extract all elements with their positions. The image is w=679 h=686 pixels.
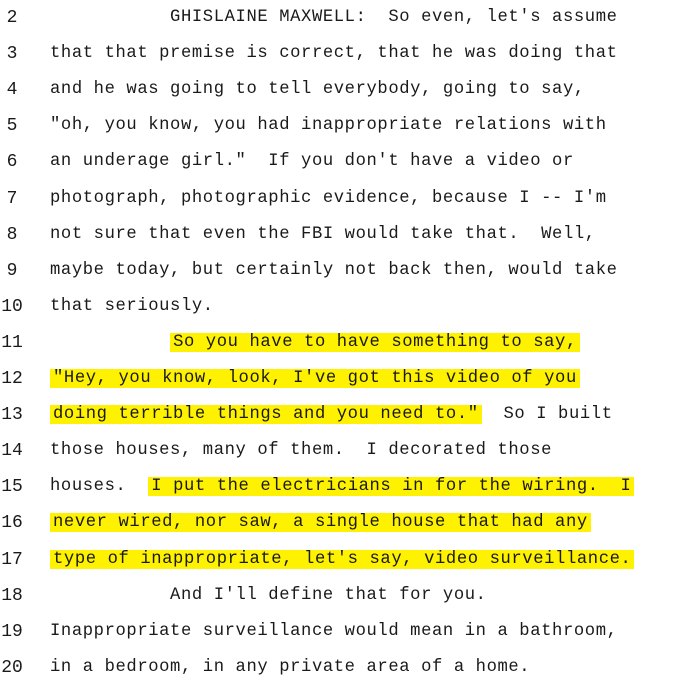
transcript-line [0, 325, 679, 361]
transcript-line [0, 614, 679, 650]
plain-text: maybe today, but certainly not back then, would take [50, 260, 618, 280]
line-text [50, 367, 580, 391]
transcript-line [0, 397, 679, 433]
line-number: 8 [6, 224, 18, 245]
plain-text: and he was going to tell everybody, going to say, [50, 80, 585, 100]
transcript-line [0, 253, 679, 289]
line-text [50, 42, 618, 66]
plain-text: So I built [481, 405, 613, 425]
transcript-line [0, 144, 679, 180]
plain-text [50, 333, 170, 352]
line-number: 10 [1, 296, 23, 317]
line-text [50, 295, 214, 319]
line-number: 4 [6, 80, 18, 101]
highlighted-text: type of inappropriate, let's say, video surveillance. [50, 550, 634, 569]
plain-text: that that premise is correct, that he was doing that [50, 44, 618, 64]
line-number: 19 [1, 621, 23, 642]
line-text [50, 475, 634, 499]
line-number: 12 [1, 369, 23, 389]
plain-text: houses. [50, 477, 149, 497]
line-number: 5 [6, 116, 18, 137]
line-text [50, 6, 618, 30]
plain-text: not sure that even the FBI would take that. Well, [50, 224, 596, 244]
plain-text: photograph, photographic evidence, because I -- I'm [50, 188, 607, 208]
line-text [50, 223, 596, 247]
transcript-line [0, 217, 679, 253]
line-text [50, 78, 585, 102]
line-number: 18 [1, 585, 23, 606]
line-text [50, 114, 607, 138]
line-number: 16 [1, 513, 23, 534]
line-text [50, 259, 618, 283]
transcript-line [0, 542, 679, 578]
transcript-line [0, 36, 679, 72]
transcript-line [0, 578, 679, 614]
plain-text: "oh, you know, you had inappropriate relations with [50, 116, 607, 136]
transcript-line [0, 72, 679, 108]
line-text [50, 511, 591, 535]
transcript-line [0, 469, 679, 505]
highlighted-text: "Hey, you know, look, I've got this video of you [50, 369, 580, 388]
line-text [50, 548, 634, 572]
plain-text: And I'll define that for you. [50, 585, 487, 605]
plain-text: Inappropriate surveillance would mean in a bathroom, [50, 621, 618, 641]
highlighted-text: I put the electricians in for the wiring. I [148, 477, 634, 496]
transcript-line [0, 361, 679, 397]
line-text [50, 331, 580, 355]
line-text [50, 620, 618, 644]
line-number: 20 [1, 657, 23, 678]
plain-text: in a bedroom, in any private area of a home. [50, 657, 531, 677]
plain-text: an underage girl." If you don't have a video or [50, 152, 574, 172]
transcript-line [0, 505, 679, 541]
line-number: 7 [6, 188, 18, 209]
highlighted-text: never wired, nor saw, a single house that had any [50, 513, 591, 532]
transcript-line [0, 108, 679, 144]
plain-text: that seriously. [50, 296, 214, 316]
line-number: 9 [6, 260, 18, 281]
plain-text: GHISLAINE MAXWELL: So even, let's assume [50, 8, 618, 27]
line-number: 3 [6, 44, 18, 65]
highlighted-text: So you have to have something to say, [170, 333, 580, 352]
transcript-line [0, 0, 679, 36]
transcript-line [0, 650, 679, 686]
plain-text: those houses, many of them. I decorated those [50, 441, 553, 461]
line-number: 13 [1, 405, 23, 426]
line-number: 6 [6, 152, 18, 173]
line-number: 2 [6, 8, 18, 28]
line-text [50, 584, 487, 608]
highlighted-text: doing terrible things and you need to." [50, 405, 482, 424]
transcript-line [0, 181, 679, 217]
line-text [50, 187, 607, 211]
line-text [50, 150, 574, 174]
line-number: 11 [1, 332, 23, 353]
line-number: 15 [1, 477, 23, 498]
line-text [50, 403, 613, 427]
line-text [50, 439, 552, 463]
line-text [50, 656, 530, 680]
line-number: 17 [1, 549, 23, 570]
line-number: 14 [1, 441, 23, 462]
transcript-line [0, 433, 679, 469]
transcript-line [0, 289, 679, 325]
